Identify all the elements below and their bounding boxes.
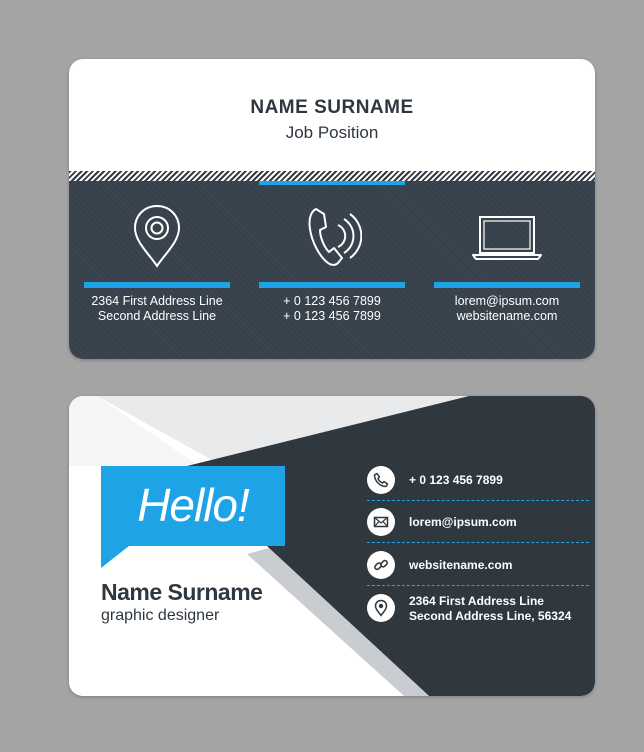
address-accent-bar <box>84 282 230 288</box>
laptop-icon <box>434 203 580 273</box>
address-line-1: 2364 First Address Line <box>91 294 223 308</box>
contact-email-text: lorem@ipsum.com <box>409 515 517 529</box>
back-background-shapes <box>69 396 595 696</box>
hello-greeting: Hello! <box>137 479 249 531</box>
phone-line-2: + 0 123 456 7899 <box>283 309 381 323</box>
website-line: websitename.com <box>456 309 558 323</box>
contact-website-row <box>367 551 589 587</box>
front-business-card <box>69 59 595 359</box>
contact-address-line-2: Second Address Line, 56324 <box>409 609 572 623</box>
link-icon <box>367 551 395 579</box>
phone-icon <box>367 466 395 494</box>
contact-address-line-1: 2364 First Address Line <box>409 594 544 608</box>
phone-column <box>259 181 405 359</box>
contact-separator <box>367 542 589 543</box>
front-name: NAME SURNAME <box>250 97 414 118</box>
phone-line-1: + 0 123 456 7899 <box>283 294 381 308</box>
front-job-position: Job Position <box>285 123 379 142</box>
web-accent-bar <box>434 282 580 288</box>
speech-bubble-tail <box>101 546 129 568</box>
email-line: lorem@ipsum.com <box>454 294 560 308</box>
phone-accent-bar <box>259 282 405 288</box>
contact-phone-text: + 0 123 456 7899 <box>409 473 503 487</box>
hatch-divider <box>69 171 595 181</box>
back-name: Name Surname <box>101 579 263 605</box>
front-title-area <box>69 59 595 171</box>
phone-ringing-icon <box>259 203 405 273</box>
back-role: graphic designer <box>101 607 220 624</box>
map-pin-icon <box>84 203 230 273</box>
hello-speech-bubble <box>101 466 285 546</box>
address-line-2: Second Address Line <box>97 309 217 323</box>
back-business-card <box>69 396 595 696</box>
contact-website-text: websitename.com <box>409 558 513 572</box>
envelope-icon <box>367 508 395 536</box>
contact-address-row <box>367 594 589 630</box>
contact-email-row <box>367 508 589 544</box>
web-column <box>434 181 580 359</box>
contact-separator <box>367 585 589 586</box>
contact-separator <box>367 500 589 501</box>
contact-phone-row <box>367 466 589 502</box>
map-pin-icon <box>367 594 395 622</box>
address-column <box>84 181 230 359</box>
